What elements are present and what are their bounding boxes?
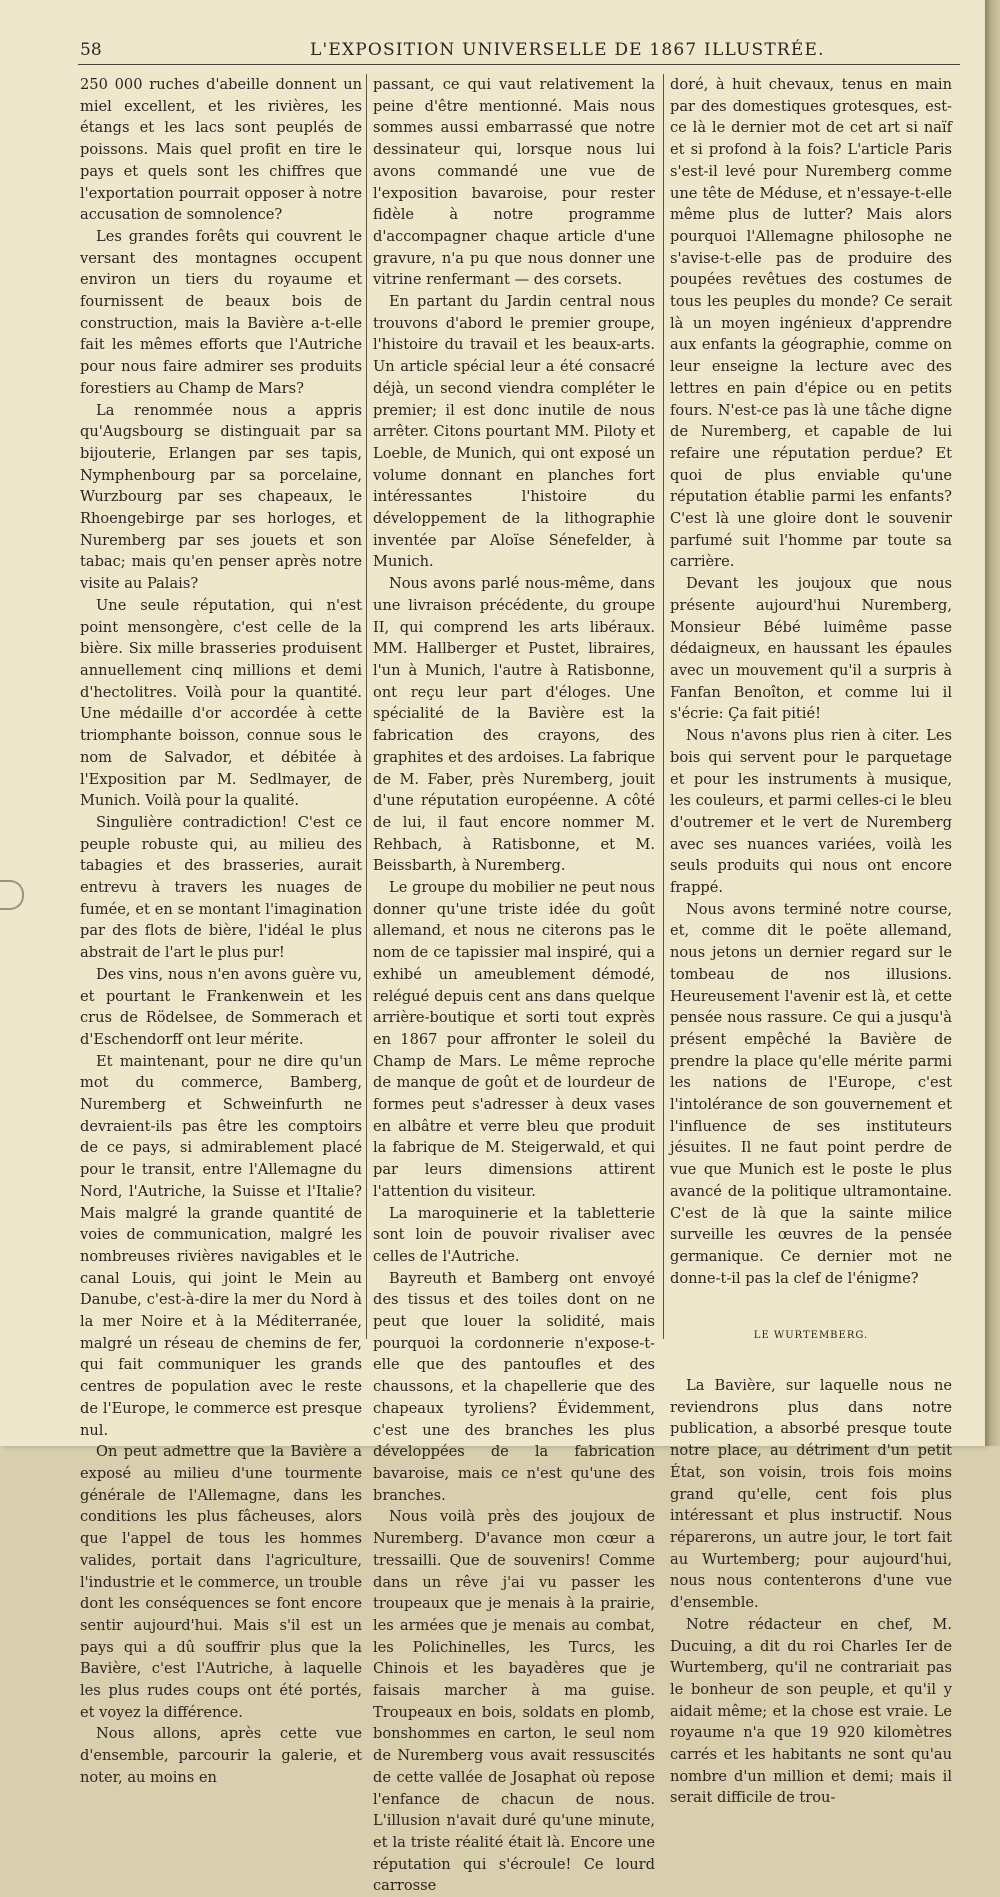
paragraph: Singulière contradiction! C'est ce peuple robuste qui, au milieu des tabagies et des brasseries, aurait entrevu à travers les nuages de fumée, et en se montant l'imagination par des flots de bière, l'idéal le plus abstrait de l'art le plus pur!: [80, 813, 362, 962]
column-divider: [663, 74, 664, 1339]
header-rule: [78, 64, 960, 65]
paragraph: Notre rédacteur en chef, M. Ducuing, a dit du roi Charles Ier de Wurtemberg, qu'il ne contrariait pas le bonheur de son peuple, et qu'il y aidait même; et la chose est vraie. Le royaume n'a que 19 920 kilomètres carrés et les habitants ne sont qu'au nombre d'un million et demi; mais il serait difficile de trou-: [670, 1615, 952, 1807]
paragraph: Bayreuth et Bamberg ont envoyé des tissus et des toiles dont on ne peut que louer la solidité, mais pourquoi la cordonnerie n'expose-t-elle que des pantoufles et des chaussons, et la chapellerie que des chapeaux tyroliens? Évidemment, c'est une des branches les plus développées de la fabrication bavaroise, mais ce n'est qu'une des branches.: [373, 1269, 655, 1504]
paragraph: Nous allons, après cette vue d'ensemble, parcourir la galerie, et noter, au moins en: [80, 1725, 362, 1786]
paragraph: On peut admettre que la Bavière a exposé au milieu d'une tourmente générale de l'Allemagne, dans les conditions les plus fâcheuses, alors que l'appel de tous les hommes valides, portait dans l'agriculture, l'industrie et le commerce, un trouble dont les conséquences se font encore sentir aujourd'hui. Mais s'il est un pays qui a dû souffrir plus que la Bavière, c'est l'Autriche, à laquelle les plus rudes coups ont été portés, et voyez la différence.: [80, 1443, 362, 1721]
paragraph: La Bavière, sur laquelle nous ne reviendrons plus dans notre publication, a absorbé presque toute notre place, au détriment d'un petit État, son voisin, trois fois moins grand qu'elle, cent fois plus intéressant et plus instructif. Nous réparerons, un autre jour, le tort fait au Wurtemberg; pour aujourd'hui, nous nous contenterons d'une vue d'ensemble.: [670, 1377, 952, 1612]
paragraph: doré, à huit chevaux, tenus en main par des domestiques grotesques, est-ce là le dernier mot de cet art si naïf et si profond à la fois? L'article Paris s'est-il levé pour Nuremberg comme une tête de Méduse, et n'essaye-t-elle même plus de lutter? Mais alors pourquoi l'Allemagne philosophe ne s'avise-t-elle pas de produire des poupées revêtues des costumes de tous les peuples du monde? Ce serait là un moyen ingénieux d'apprendre aux enfants la géographie, comme on leur enseigne la lecture avec des lettres en pain d'épice ou en petits fours. N'est-ce pas là une tâche digne de Nuremberg, et capable de lui refaire une réputation perdue? Et quoi de plus enviable qu'une réputation établie parmi les enfants? C'est là une gloire dont le souvenir parfumé suit l'homme par toute sa carrière.: [670, 76, 952, 571]
paragraph: En partant du Jardin central nous trouvons d'abord le premier groupe, l'histoire du travail et les beaux-arts. Un article spécial leur a été consacré déjà, un second viendra compléter le premier; il est donc inutile de nous arrêter. Citons pourtant MM. Piloty et Loeble, de Munich, qui ont exposé un volume donnant en planches fort intéressantes l'histoire du développement de la lithographie inventée par Aloïse Sénefelder, à Munich.: [373, 293, 655, 571]
paragraph: Devant les joujoux que nous présente aujourd'hui Nuremberg, Monsieur Bébé luimême passe dédaigneux, en haussant les épaules avec un mouvement qu'il a surpris à Fanfan Benoîton, et comme lui il s'écrie: Ça fait pitié!: [670, 575, 952, 723]
paragraph: Le groupe du mobilier ne peut nous donner qu'une triste idée du goût allemand, et nous ne citerons pas le nom de ce tapissier mal inspiré, qui a exhibé un ameublement démodé, relégué depuis cent ans dans quelque arrière-boutique et sorti tout exprès en 1867 pour affronter le soleil du Champ de Mars. Le même reproche de manque de goût et de lourdeur de formes peut s'adresser à deux vases en albâtre et verre bleu que produit la fabrique de M. Steigerwald, et qui par leurs dimensions attirent l'attention du visiteur.: [373, 879, 655, 1200]
paragraph: Une seule réputation, qui n'est point mensongère, c'est celle de la bière. Six mille brasseries produisent annuellement cinq millions et demi d'hectolitres. Voilà pour la quantité. Une médaille d'or accordée à cette triomphante boisson, connue sous le nom de Salvador, et débitée à l'Exposition par M. Sedlmayer, de Munich. Voilà pour la qualité.: [80, 596, 362, 810]
paragraph: Nous voilà près des joujoux de Nuremberg. D'avance mon cœur a tressailli. Que de souvenirs! Comme dans un rêve j'ai vu passer les troupeaux que je menais à la prairie, les armées que je menais au combat, les Polichinelles, les Turcs, les Chinois et les bayadères que je faisais marcher à ma guise. Troupeaux en bois, soldats en plomb, bonshommes en carton, le seul nom de Nuremberg vous avait ressuscités de cette vallée de Josaphat où repose l'enfance de chacun de nous. L'illusion n'avait duré qu'une minute, et la triste réalité était là. Encore une réputation qui s'écroule! Ce lourd carrosse: [373, 1508, 655, 1895]
column-divider: [366, 74, 367, 1339]
column-3: [670, 74, 952, 1809]
paragraph: La renommée nous a appris qu'Augsbourg se distinguait par sa bijouterie, Erlangen par ses tapis, Nymphenbourg par sa porcelaine, Wurzbourg par ses chapeaux, le Rhoengebirge par ses horloges, et Nuremberg par ses jouets et son tabac; mais qu'en penser après notre visite au Palais?: [80, 401, 362, 593]
page-edge: [985, 0, 1000, 1446]
paragraph: 250 000 ruches d'abeille donnent un miel excellent, et les rivières, les étangs et les lacs sont peuplés de poissons. Mais quel profit en tire le pays et quels sont les chiffres que l'exportation pourrait opposer à notre accusation de somnolence?: [80, 76, 362, 224]
paragraph: La maroquinerie et la tabletterie sont loin de pouvoir rivaliser avec celles de l'Autriche.: [373, 1204, 655, 1265]
column-2: [373, 74, 655, 1897]
running-title: L'EXPOSITION UNIVERSELLE DE 1867 ILLUSTRÉE.: [310, 40, 825, 60]
paragraph: Nous n'avons plus rien à citer. Les bois qui servent pour le parquetage et pour les instruments à musique, les couleurs, et parmi celles-ci le bleu d'outremer et le vert de Nuremberg avec ses nuances variées, voilà les seuls produits qui nous ont encore frappé.: [670, 727, 952, 897]
paragraph: passant, ce qui vaut relativement la peine d'être mentionné. Mais nous sommes aussi embarrassé que notre dessinateur qui, lorsque nous lui avons commandé une vue de l'exposition bavaroise, pour rester fidèle à notre programme d'accompagner chaque article d'une gravure, n'a pu que nous donner une vitrine renfermant — des corsets.: [373, 76, 655, 289]
paragraph: Nous avons parlé nous-même, dans une livraison précédente, du groupe II, qui comprend les arts libéraux. MM. Hallberger et Pustet, libraires, l'un à Munich, l'autre à Ratisbonne, ont reçu leur part d'éloges. Une spécialité de la Bavière est la fabrication des crayons, des graphites et des ardoises. La fabrique de M. Faber, près Nuremberg, jouit d'une réputation européenne. A côté de lui, il faut encore nommer M. Rehbach, à Ratisbonne, et M. Beissbarth, à Nuremberg.: [373, 575, 655, 875]
paragraph: Des vins, nous n'en avons guère vu, et pourtant le Frankenwein et les crus de Rödelsee, de Sommerach et d'Eschendorff ont leur mérite.: [80, 965, 362, 1048]
paragraph: Nous avons terminé notre course, et, comme dit le poëte allemand, nous jetons un dernier regard sur le tombeau de nos illusions. Heureusement l'avenir est là, et cette pensée nous rassure. Ce qui a jusqu'à présent empêché la Bavière de prendre la place qu'elle mérite parmi les nations de l'Europe, c'est l'intolérance de son gouvernement et l'influence de ses instituteurs jésuites. Il ne faut point perdre de vue que Munich est le poste le plus avancé de la politique ultramontaine. C'est de là que la sainte milice surveille les œuvres de la pensée germanique. Ce dernier mot ne donne-t-il pas la clef de l'énigme?: [670, 900, 952, 1287]
paragraph: Les grandes forêts qui couvrent le versant des montagnes occupent environ un tiers du royaume et fournissent de beaux bois de construction, mais la Bavière a-t-elle fait les mêmes efforts que l'Autriche pour nous faire admirer ses produits forestiers au Champ de Mars?: [80, 227, 362, 397]
column-1: [80, 74, 362, 1789]
binding-hole: [0, 880, 24, 910]
paragraph: Et maintenant, pour ne dire qu'un mot du commerce, Bamberg, Nuremberg et Schweinfurth ne devraient-ils pas être les comptoirs de ce pays, si admirablement placé pour le transit, entre l'Allemagne du Nord, l'Autriche, la Suisse et l'Italie? Mais malgré la grande quantité de voies de communication, malgré les nombreuses rivières navigables et le canal Louis, qui joint le Mein au Danube, c'est-à-dire la mer du Nord à la mer Noire et à la Méditerranée, malgré un réseau de chemins de fer, qui fait communiquer les grands centres de population avec le reste de l'Europe, le commerce est presque nul.: [80, 1052, 362, 1439]
section-heading: LE WURTEMBERG.: [753, 1330, 869, 1342]
page-number: 58: [80, 40, 102, 60]
